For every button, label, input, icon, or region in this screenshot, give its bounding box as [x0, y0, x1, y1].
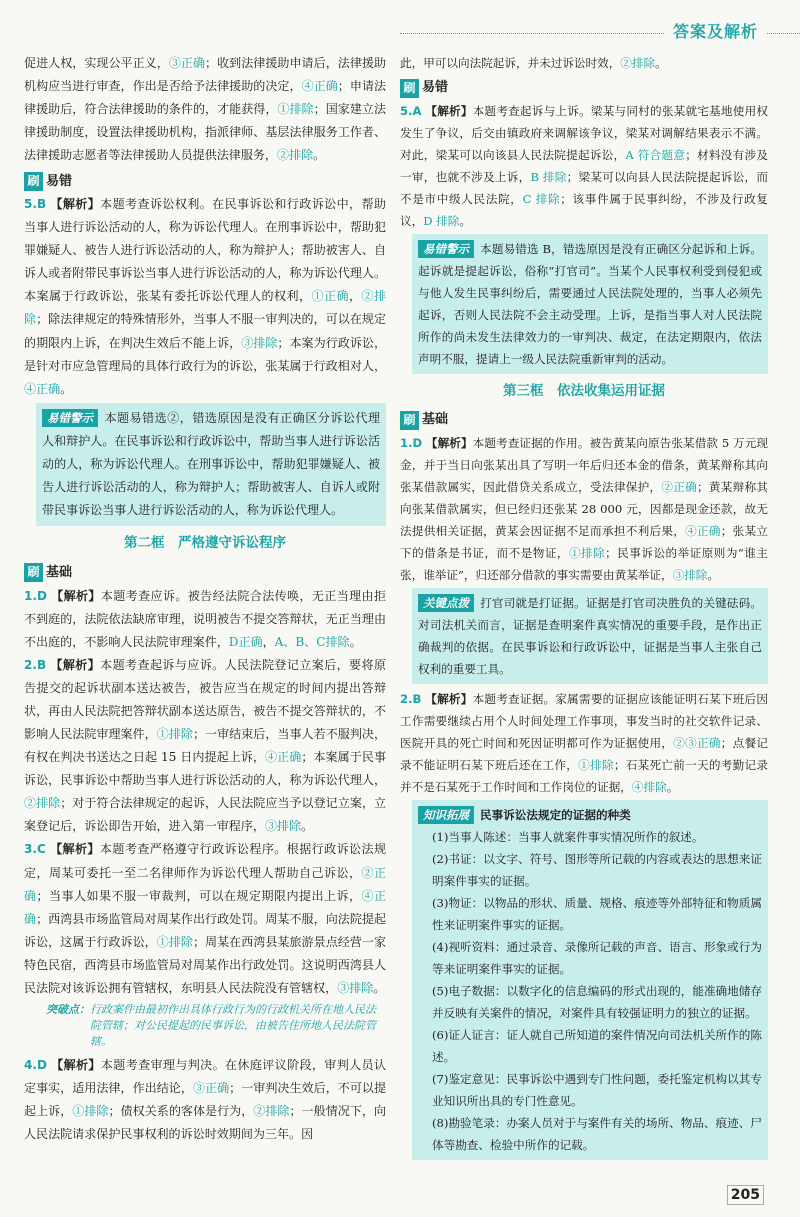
warning-box: 易错警示 本题易错选②，错选原因是没有正确区分诉讼代理人和辩护人。在民事诉讼和行政诉讼中，帮助当事人进行诉讼活动的人，称为诉讼代理人。在刑事诉讼中，帮助犯罪嫌疑人、被告人进行诉讼活动的人，称为辩护人；帮助被害人、自诉人或附带民事诉讼当事人进行诉讼活动的人，称为诉讼代理人。 — [36, 403, 386, 526]
right-column — [400, 52, 768, 1164]
header-title: 答案及解析 — [665, 21, 766, 43]
answer-item: 4.D 【解析】本题考查审理与判决。在休庭评议阶段，审判人员认定事实，适用法律，作出结论，③正确；一审判决生效后，不可以提起上诉，①排除；债权关系的客体是行为，②排除；一般情况下，向人民法院请求保护民事权利的诉讼时效期间为三年。因 — [24, 1057, 387, 1141]
list-item: (6)证人证言：证人就自己所知道的案件情况向司法机关所作的陈述。 — [432, 1028, 762, 1064]
warning-label: 易错警示 — [42, 409, 98, 427]
list-item: (7)鉴定意见：民事诉讼中遇到专门性问题，委托鉴定机构以其专业知识所出具的专门性意见。 — [432, 1072, 762, 1108]
section-tag-jichu: 刷 基础 — [400, 410, 448, 430]
section-tag-yicuo: 刷 易错 — [400, 78, 448, 98]
list-item: (1)当事人陈述：当事人就案件事实情况所作的叙述。 — [432, 830, 704, 844]
breakthrough-note: 突破点： 行政案件由最初作出具体行政行为的行政机关所在地人民法院管辖；对公民提起的民事诉讼，由被告住所地人民法院管辖。 — [46, 1002, 376, 1048]
knowledge-extension-label: 知识拓展 — [418, 806, 474, 824]
key-point-label: 关键点拨 — [418, 594, 474, 612]
intro-paragraph: 促进人权，实现公平正义，③正确；收到法律援助申请后，法律援助机构应当进行审查，作出是否给予法律援助的决定，④正确；申请法律援助后，符合法律援助的条件的，才能获得，①排除；国家建立法律援助制度，设置法律援助机构，指派律师、基层法律服务工作者、法律援助志愿者等法律援助人员提供法律服务，②排除。 — [24, 56, 387, 163]
answer-item: 1.D 【解析】本题考查证据的作用。被告黄某向原告张某借款 5 万元现金，并于当日向张某出具了写明一年后归还本金的借条，黄某辩称其向张某借款属实，因此借贷关系成立，受法律保护，②正确；黄某辩称其向张某借款属实，但已经归还张某 28 000 元，因都是现金还款，故无法提供相关证据，黄某会因证据不足而承担不利后果，④正确；张某立下的借条是书证，而不是物证，①排除；民事诉讼的举证原则为“谁主张，谁举证”，归还部分借款的事实需要由黄某举证，③排除。 — [400, 436, 768, 582]
answer-item: 1.D 【解析】本题考查应诉。被告经法院合法传唤，无正当理由拒不到庭的，法院依法缺席审理，说明被告不提交答辩状，无正当理由不出庭的，不影响人民法院审理案件，D正确，A、B、C排除。 — [24, 588, 387, 650]
page-number: 205 — [727, 1185, 764, 1205]
list-item: (5)电子数据：以数字化的信息编码的形式出现的，能准确地储存并反映有关案件的情况，对案件具有较强证明力的独立的证据。 — [432, 984, 762, 1020]
warning-box: 易错警示 本题易错选 B，错选原因是没有正确区分起诉和上诉。起诉就是提起诉讼，俗称“打官司”。当某个人民事权利受到侵犯或与他人发生民事纠纷后，需要通过人民法院处理的，当事人必须先起诉，否则人民法院不会主动受理。上诉，是指当事人对人民法院所作的尚未发生法律效力的一审判决、裁定，在法定期限内，依法声明不服，提请上一级人民法院重新审判的活动。 — [412, 234, 768, 374]
left-column — [24, 52, 386, 1146]
brush-icon: 刷 — [24, 563, 43, 582]
section-tag-yicuo: 刷 易错 — [24, 171, 72, 191]
knowledge-extension-box — [412, 800, 768, 1160]
key-point-box: 关键点拨 打官司就是打证据。证据是打官司决胜负的关键砝码。对司法机关而言，证据是查明案件真实情况的重要手段，是作出正确裁判的依据。在民事诉讼和行政诉讼中，证据是当事人主张自己权利的重要工具。 — [412, 588, 768, 684]
evidence-types-list — [418, 826, 762, 1156]
brush-icon: 刷 — [24, 172, 43, 191]
answer-item: 5.A 【解析】本题考查起诉与上诉。梁某与同村的张某就宅基地使用权发生了争议，后交由镇政府来调解该争议，梁某对调解结果表示不满。对此，梁某可以向该县人民法院提起诉讼，A 符合题意；材料没有涉及一审，也就不涉及上诉，B 排除；梁某可以向县人民法院提起诉讼，而不是市中级人民法院，C 排除；该事件属于民事纠纷，不涉及行政复议，D 排除。 — [400, 104, 768, 228]
section-title: 第三框 依法收集运用证据 — [503, 383, 665, 399]
answer-item: 2.B 【解析】本题考查起诉与应诉。人民法院登记立案后，要将原告提交的起诉状副本送达被告，被告应当在规定的时间内提出答辩状，再由人民法院把答辩状副本送达原告，被告不提交答辩状的，不影响人民法院审理案件，①排除；一审结束后，当事人若不服判决，有权在判决书送达之日起 15 日内提起上诉，④正确；本案属于民事诉讼，民事诉讼中帮助当事人进行诉讼活动的人，称为诉讼代理人，②排除；对于符合法律规定的起诉，人民法院应当予以登记立案，立案登记后，诉讼即告开始，进入第一审程序，③排除。 — [24, 658, 387, 834]
brush-icon: 刷 — [400, 79, 419, 98]
section-title: 第二框 严格遵守诉讼程序 — [124, 534, 286, 551]
knowledge-extension-title: 民事诉讼法规定的证据的种类 — [480, 808, 631, 822]
continued-paragraph: 此，甲可以向法院起诉，并未过诉讼时效，②排除。 — [400, 56, 667, 70]
answer-item: 5.B 【解析】本题考查诉讼权利。在民事诉讼和行政诉讼中，帮助当事人进行诉讼活动的人，称为诉讼代理人。在刑事诉讼中，帮助犯罪嫌疑人、被告人进行诉讼活动的人，称为辩护人；帮助被害人、自诉人或者附带民事诉讼当事人进行诉讼活动的人，称为诉讼代理人。本案属于行政诉讼，张某有委托诉讼代理人的权利，①正确，②排除；除法律规定的特殊情形外，当事人不服一审判决的，可以在规定的期限内上诉，在判决生效后不能上诉，③排除；本案为行政诉讼，是针对市应急管理局的具体行政行为的诉讼，张某属于行政相对人，④正确。 — [24, 197, 387, 396]
list-item: (4)视听资料：通过录音、录像所记载的声音、语言、形象或行为等来证明案件事实的证据。 — [432, 940, 762, 976]
brush-icon: 刷 — [400, 411, 419, 430]
answer-item: 2.B 【解析】本题考查证据。家属需要的证据应该能证明石某下班后因工作需要继续占用个人时间处理工作事项，事发当时的社交软件记录、医院开具的死亡时间和死因证明都可作为证据使用，②③正确；点餐记录不能证明石某下班后还在工作，①排除；石某死亡前一天的考勤记录并不是石某死于工作时间和工作岗位的证据，④排除。 — [400, 692, 768, 794]
list-item: (2)书证：以文字、符号、图形等所记载的内容或表达的思想来证明案件事实的证据。 — [432, 852, 762, 888]
warning-label: 易错警示 — [418, 240, 474, 258]
list-item: (3)物证：以物品的形状、质量、规格、痕迹等外部特征和物质属性来证明案件事实的证据。 — [432, 896, 762, 932]
answer-item: 3.C 【解析】本题考查严格遵守行政诉讼程序。根据行政诉讼法规定，周某可委托一至二名律师作为诉讼代理人帮助自己诉讼，②正确；当事人如果不服一审裁判，可以在规定期限内提出上诉，④正确；西湾县市场监管局对周某作出行政处罚。周某不服，向法院提起诉讼，这属于行政诉讼，①排除；周某在西湾县某旅游景点经营一家特色民宿，西湾县市场监管局对周某作出行政处罚。这说明西湾县人民法院对该诉讼拥有管辖权，东明县人民法院没有管辖权，③排除。 — [24, 842, 387, 995]
knowledge-extension-header — [418, 804, 762, 826]
section-tag-jichu: 刷 基础 — [24, 563, 72, 583]
header — [400, 18, 800, 48]
note-label: 突破点： — [46, 1002, 90, 1016]
list-item: (8)勘验笔录：办案人员对于与案件有关的场所、物品、痕迹、尸体等勘查、检验中所作的记载。 — [432, 1116, 762, 1152]
